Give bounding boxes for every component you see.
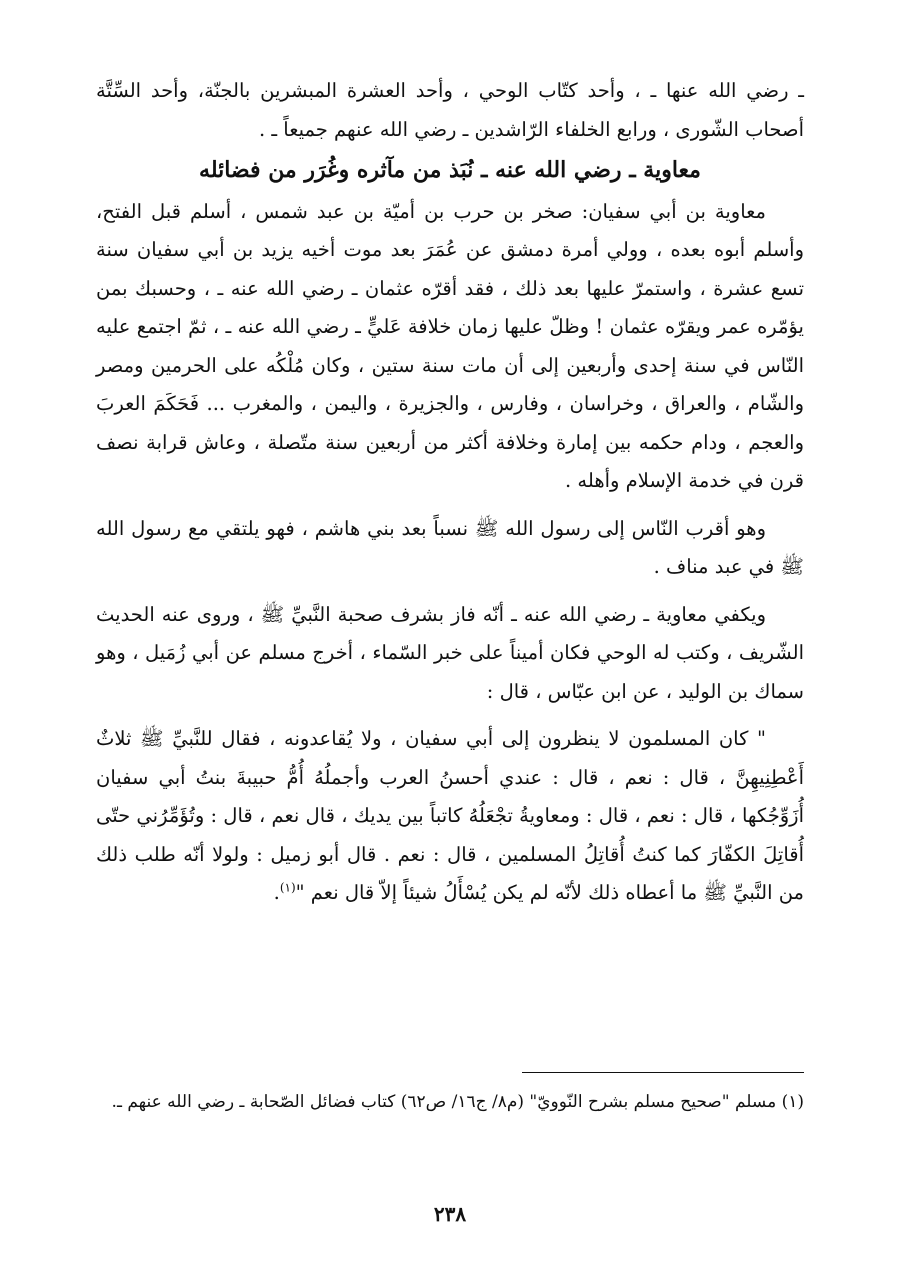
footnote: (١) مسلم "صحيح مسلم بشرح النّوويّ" (م٨/ ج١٦/ ص٦٢) كتاب فضائل الصّحابة ـ رضي الله عنهم ـ. xyxy=(111,1092,804,1112)
biography-paragraph: معاوية بن أبي سفيان: صخر بن حرب بن أميّة بن عبد شمس ، أسلم قبل الفتح، وأسلم أبوه بعده ، وولي أمرة دمشق عن عُمَرَ بعد موت أخيه يزيد بن أبي سفيان سنة تسع عشرة ، واستمرّ عليها بعد ذلك ، فقد أقرّه عثمان ـ رضي الله عنه ـ ، وحسبك بمن يؤمّره عمر ويقرّه عثمان ! وظلّ عليها زمان خلافة عَليٍّ ـ رضي الله عنه ـ ، ثمّ اجتمع عليه النّاس في سنة إحدى وأربعين إلى أن مات سنة ستين ، وكان مُلْكُه على الحرمين ومصر والشّام ، والعراق ، وخراسان ، وفارس ، والجزيرة ، واليمن ، والمغرب ... فَحَكَمَ العربَ والعجم ، ودام حكمه بين إمارة وخلافة أكثر من أربعين سنة متّصلة ، وعاش قرابة نصف قرن في خدمة الإسلام وأهله . xyxy=(96,199,804,492)
hadith-text: " كان المسلمون لا ينظرون إلى أبي سفيان ، ولا يُقاعدونه ، فقال للنَّبيِّ ﷺ ثلاثٌ أَعْطِنِيهِنَّ ، قال : نعم ، قال : عندي أحسنُ العرب وأجملُهُ أُمُّ حبيبةَ بنتُ أبي سفيان أُزَوِّجُكها ، قال : نعم ، قال : ومعاويةُ تجْعَلُهُ كاتباً بين يديك ، قال نعم ، قال : وتُؤَمِّرُني حتّى أُقاتِلَ الكفّارَ كما كنتُ أُقاتِلُ المسلمين ، قال : نعم . قال أبو زميل : ولولا أنّه طلب ذلك من النَّبيِّ ﷺ ما أعطاه ذلك لأنّه لم يكن يُسْأَلُ شيئاً إلاّ قال نعم " xyxy=(96,727,804,904)
footnote-reference[interactable]: (١) xyxy=(279,880,296,895)
page-number: ٢٣٨ xyxy=(433,1202,467,1226)
section-heading: معاوية ـ رضي الله عنه ـ نُبَذ من مآثره وغُرَر من فضائله xyxy=(199,157,701,183)
hadith-paragraph: " كان المسلمون لا ينظرون إلى أبي سفيان ، ولا يُقاعدونه ، فقال للنَّبيِّ ﷺ ثلاثٌ أَعْطِنِيهِنَّ ، قال : نعم ، قال : عندي أحسنُ العرب وأجملُهُ أُمُّ حبيبةَ بنتُ أبي سفيان أُزَوِّجُكها ، قال : نعم ، قال : ومعاويةُ تجْعَلُهُ كاتباً بين يديك ، قال نعم ، قال : وتُؤَمِّرُني حتّى أُقاتِلَ الكفّارَ كما كنتُ أُقاتِلُ المسلمين ، قال : نعم . قال أبو زميل : ولولا أنّه طلب ذلك من النَّبيِّ ﷺ ما أعطاه ذلك لأنّه لم يكن يُسْأَلُ شيئاً إلاّ قال نعم "$^{(١)}$. xyxy=(96,727,804,904)
footnote-divider xyxy=(522,1072,804,1073)
main-text xyxy=(96,72,804,913)
lineage-paragraph: وهو أقرب النّاس إلى رسول الله ﷺ نسباً بعد بني هاشم ، فهو يلتقي مع رسول الله ﷺ في عبد مناف . xyxy=(96,516,804,578)
intro-paragraph: ـ رضي الله عنها ـ ، وأحد كتّاب الوحي ، وأحد العشرة المبشرين بالجنّة، وأحد السِّتَّة أصحاب الشّورى ، ورابع الخلفاء الرّاشدين ـ رضي الله عنهم جميعاً ـ . xyxy=(96,79,804,141)
merit-paragraph: ويكفي معاوية ـ رضي الله عنه ـ أنّه فاز بشرف صحبة النَّبيِّ ﷺ ، وروى عنه الحديث الشّريف ، وكتب له الوحي فكان أميناً على خبر السّماء ، أخرج مسلم عن أبي زُمَيل ، وهو سماك بن الوليد ، عن ابن عبّاس ، قال : xyxy=(96,602,804,703)
